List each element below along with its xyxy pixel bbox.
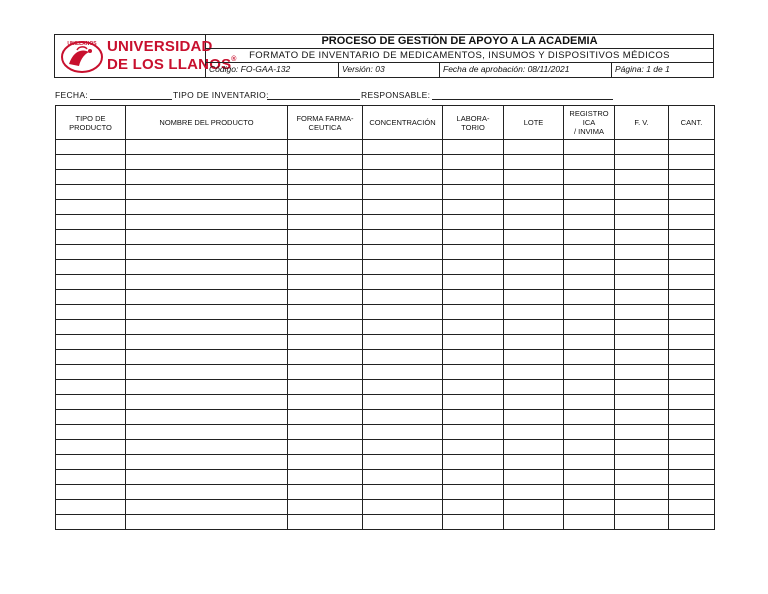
table-cell[interactable] [615, 140, 669, 155]
table-cell[interactable] [615, 365, 669, 380]
table-cell[interactable] [564, 485, 615, 500]
table-row [56, 470, 715, 485]
table-cell[interactable] [669, 485, 715, 500]
table-cell[interactable] [126, 140, 288, 155]
column-header: FORMA FARMA- CEUTICA [288, 106, 363, 140]
tipo-inventario-label: TIPO DE INVENTARIO: [173, 90, 269, 100]
table-cell[interactable] [126, 410, 288, 425]
form-title: PROCESO DE GESTIÓN DE APOYO A LA ACADEMIA [206, 35, 713, 49]
table-cell[interactable] [504, 425, 564, 440]
table-row [56, 485, 715, 500]
table-cell[interactable] [363, 185, 443, 200]
table-cell[interactable] [669, 305, 715, 320]
table-cell[interactable] [126, 305, 288, 320]
table-cell[interactable] [504, 155, 564, 170]
table-cell[interactable] [56, 320, 126, 335]
table-cell[interactable] [363, 470, 443, 485]
table-cell[interactable] [564, 230, 615, 245]
table-cell[interactable] [288, 515, 363, 530]
table-cell[interactable] [126, 455, 288, 470]
table-cell[interactable] [363, 215, 443, 230]
table-cell[interactable] [56, 290, 126, 305]
form-header [54, 34, 714, 78]
table-cell[interactable] [443, 320, 504, 335]
table-cell[interactable] [504, 440, 564, 455]
table-row [56, 380, 715, 395]
table-cell[interactable] [443, 200, 504, 215]
table-cell[interactable] [669, 335, 715, 350]
table-cell[interactable] [564, 410, 615, 425]
table-cell[interactable] [615, 515, 669, 530]
table-cell[interactable] [564, 470, 615, 485]
table-row [56, 335, 715, 350]
university-logo [55, 35, 237, 77]
form-metadata [206, 63, 713, 77]
table-cell[interactable] [564, 155, 615, 170]
table-cell[interactable] [443, 290, 504, 305]
table-cell[interactable] [615, 170, 669, 185]
table-cell[interactable] [288, 275, 363, 290]
table-cell[interactable] [363, 395, 443, 410]
table-cell[interactable] [669, 500, 715, 515]
table-cell[interactable] [288, 335, 363, 350]
table-cell[interactable] [564, 455, 615, 470]
table-cell[interactable] [363, 410, 443, 425]
table-cell[interactable] [363, 230, 443, 245]
table-cell[interactable] [363, 350, 443, 365]
table-cell[interactable] [56, 140, 126, 155]
table-row [56, 350, 715, 365]
column-header: LOTE [504, 106, 564, 140]
table-cell[interactable] [443, 440, 504, 455]
table-header-row [56, 106, 715, 140]
table-cell[interactable] [669, 275, 715, 290]
table-cell[interactable] [126, 500, 288, 515]
table-cell[interactable] [56, 425, 126, 440]
table-cell[interactable] [504, 470, 564, 485]
table-cell[interactable] [504, 500, 564, 515]
table-cell[interactable] [669, 380, 715, 395]
table-cell[interactable] [564, 365, 615, 380]
table-cell[interactable] [363, 275, 443, 290]
column-header: CANT. [669, 106, 715, 140]
table-cell[interactable] [126, 440, 288, 455]
column-header: NOMBRE DEL PRODUCTO [126, 106, 288, 140]
table-cell[interactable] [56, 380, 126, 395]
table-cell[interactable] [615, 215, 669, 230]
table-cell[interactable] [669, 395, 715, 410]
table-cell[interactable] [504, 320, 564, 335]
table-cell[interactable] [56, 155, 126, 170]
table-cell[interactable] [504, 515, 564, 530]
column-header: REGISTRO ICA / INVIMA [564, 106, 615, 140]
table-cell[interactable] [56, 200, 126, 215]
table-cell[interactable] [564, 260, 615, 275]
table-cell[interactable] [564, 170, 615, 185]
table-cell[interactable] [56, 185, 126, 200]
table-cell[interactable] [56, 260, 126, 275]
table-cell[interactable] [564, 425, 615, 440]
table-row [56, 215, 715, 230]
table-cell[interactable] [288, 470, 363, 485]
table-cell[interactable] [504, 185, 564, 200]
table-cell[interactable] [669, 155, 715, 170]
table-cell[interactable] [363, 440, 443, 455]
table-cell[interactable] [564, 245, 615, 260]
table-row [56, 260, 715, 275]
table-cell[interactable] [126, 380, 288, 395]
table-cell[interactable] [615, 245, 669, 260]
table-cell[interactable] [126, 515, 288, 530]
column-header: LABORA- TORIO [443, 106, 504, 140]
table-cell[interactable] [615, 275, 669, 290]
table-cell[interactable] [443, 500, 504, 515]
table-cell[interactable] [288, 440, 363, 455]
table-cell[interactable] [288, 455, 363, 470]
table-cell[interactable] [126, 395, 288, 410]
table-cell[interactable] [669, 350, 715, 365]
table-cell[interactable] [288, 140, 363, 155]
table-row [56, 365, 715, 380]
table-cell[interactable] [56, 275, 126, 290]
table-cell[interactable] [288, 185, 363, 200]
table-cell[interactable] [443, 380, 504, 395]
table-cell[interactable] [564, 350, 615, 365]
table-cell[interactable] [288, 410, 363, 425]
table-row [56, 320, 715, 335]
table-cell[interactable] [669, 410, 715, 425]
table-cell[interactable] [126, 425, 288, 440]
table-cell[interactable] [443, 365, 504, 380]
table-cell[interactable] [363, 365, 443, 380]
logo-line-1: UNIVERSIDAD [107, 38, 213, 55]
table-cell[interactable] [443, 455, 504, 470]
table-cell[interactable] [669, 185, 715, 200]
table-cell[interactable] [615, 335, 669, 350]
logo-line-2: DE LOS LLANOS® [107, 56, 237, 73]
table-cell[interactable] [288, 155, 363, 170]
table-cell[interactable] [443, 515, 504, 530]
table-cell[interactable] [504, 230, 564, 245]
table-cell[interactable] [443, 230, 504, 245]
table-cell[interactable] [669, 440, 715, 455]
table-cell[interactable] [126, 485, 288, 500]
table-cell[interactable] [443, 215, 504, 230]
table-cell[interactable] [615, 395, 669, 410]
table-cell[interactable] [126, 245, 288, 260]
table-cell[interactable] [126, 215, 288, 230]
table-cell[interactable] [288, 320, 363, 335]
table-cell[interactable] [669, 425, 715, 440]
table-cell[interactable] [126, 290, 288, 305]
table-cell[interactable] [504, 260, 564, 275]
table-cell[interactable] [615, 485, 669, 500]
table-cell[interactable] [615, 500, 669, 515]
table-cell[interactable] [615, 200, 669, 215]
table-cell[interactable] [363, 140, 443, 155]
table-cell[interactable] [443, 275, 504, 290]
table-cell[interactable] [443, 305, 504, 320]
table-cell[interactable] [363, 485, 443, 500]
table-cell[interactable] [56, 440, 126, 455]
table-cell[interactable] [363, 245, 443, 260]
table-cell[interactable] [126, 320, 288, 335]
table-cell[interactable] [443, 170, 504, 185]
table-cell[interactable] [288, 260, 363, 275]
table-cell[interactable] [56, 305, 126, 320]
table-row [56, 185, 715, 200]
table-cell[interactable] [615, 380, 669, 395]
responsable-field[interactable] [432, 90, 613, 100]
table-cell[interactable] [564, 515, 615, 530]
table-cell[interactable] [56, 470, 126, 485]
table-cell[interactable] [564, 140, 615, 155]
table-cell[interactable] [564, 335, 615, 350]
table-cell[interactable] [669, 230, 715, 245]
table-cell[interactable] [504, 410, 564, 425]
table-cell[interactable] [363, 515, 443, 530]
table-cell[interactable] [288, 170, 363, 185]
table-cell[interactable] [443, 410, 504, 425]
table-cell[interactable] [56, 410, 126, 425]
table-cell[interactable] [564, 380, 615, 395]
table-cell[interactable] [615, 350, 669, 365]
table-cell[interactable] [669, 245, 715, 260]
table-cell[interactable] [669, 515, 715, 530]
table-cell[interactable] [288, 395, 363, 410]
table-cell[interactable] [363, 455, 443, 470]
table-cell[interactable] [504, 365, 564, 380]
table-cell[interactable] [443, 260, 504, 275]
table-cell[interactable] [504, 335, 564, 350]
table-cell[interactable] [126, 185, 288, 200]
table-cell[interactable] [669, 200, 715, 215]
responsable-label: RESPONSABLE: [361, 90, 431, 100]
table-cell[interactable] [615, 185, 669, 200]
column-header: F. V. [615, 106, 669, 140]
table-cell[interactable] [443, 140, 504, 155]
table-cell[interactable] [288, 380, 363, 395]
table-cell[interactable] [504, 275, 564, 290]
column-header: TIPO DE PRODUCTO [56, 106, 126, 140]
table-cell[interactable] [669, 320, 715, 335]
table-cell[interactable] [126, 365, 288, 380]
table-cell[interactable] [669, 470, 715, 485]
table-cell[interactable] [126, 260, 288, 275]
table-cell[interactable] [363, 305, 443, 320]
table-cell[interactable] [504, 305, 564, 320]
table-cell[interactable] [564, 290, 615, 305]
table-cell[interactable] [363, 320, 443, 335]
table-cell[interactable] [669, 365, 715, 380]
form-code: Código: FO-GAA-132 [206, 63, 339, 77]
table-cell[interactable] [504, 170, 564, 185]
table-row [56, 140, 715, 155]
table-cell[interactable] [669, 215, 715, 230]
university-seal-icon [59, 38, 105, 74]
table-cell[interactable] [363, 200, 443, 215]
table-cell[interactable] [56, 245, 126, 260]
table-cell[interactable] [126, 275, 288, 290]
table-row [56, 515, 715, 530]
table-cell[interactable] [56, 350, 126, 365]
table-row [56, 410, 715, 425]
table-cell[interactable] [363, 500, 443, 515]
table-cell[interactable] [443, 470, 504, 485]
table-cell[interactable] [288, 200, 363, 215]
table-cell[interactable] [288, 425, 363, 440]
table-cell[interactable] [56, 335, 126, 350]
table-cell[interactable] [504, 455, 564, 470]
table-cell[interactable] [443, 350, 504, 365]
table-cell[interactable] [504, 485, 564, 500]
table-cell[interactable] [615, 410, 669, 425]
table-row [56, 245, 715, 260]
table-row [56, 500, 715, 515]
table-cell[interactable] [564, 200, 615, 215]
table-cell[interactable] [504, 200, 564, 215]
svg-text:UNILLANOS: UNILLANOS [67, 41, 97, 47]
table-cell[interactable] [126, 230, 288, 245]
registered-mark: ® [231, 56, 237, 63]
table-row [56, 290, 715, 305]
table-cell[interactable] [443, 425, 504, 440]
table-cell[interactable] [504, 140, 564, 155]
column-header: CONCENTRACIÓN [363, 106, 443, 140]
table-cell[interactable] [564, 305, 615, 320]
table-row [56, 395, 715, 410]
table-cell[interactable] [443, 185, 504, 200]
table-cell[interactable] [564, 440, 615, 455]
form-fields-line [55, 90, 715, 102]
table-cell[interactable] [126, 335, 288, 350]
table-cell[interactable] [443, 155, 504, 170]
table-cell[interactable] [56, 515, 126, 530]
table-cell[interactable] [615, 425, 669, 440]
table-cell[interactable] [669, 290, 715, 305]
table-cell[interactable] [56, 395, 126, 410]
table-cell[interactable] [564, 500, 615, 515]
table-cell[interactable] [288, 230, 363, 245]
table-cell[interactable] [56, 170, 126, 185]
table-cell[interactable] [615, 455, 669, 470]
table-cell[interactable] [288, 500, 363, 515]
table-cell[interactable] [126, 470, 288, 485]
table-cell[interactable] [615, 440, 669, 455]
table-cell[interactable] [615, 155, 669, 170]
table-cell[interactable] [564, 395, 615, 410]
table-cell[interactable] [126, 155, 288, 170]
table-cell[interactable] [363, 260, 443, 275]
table-cell[interactable] [56, 455, 126, 470]
table-cell[interactable] [669, 170, 715, 185]
table-cell[interactable] [126, 350, 288, 365]
table-cell[interactable] [126, 200, 288, 215]
table-cell[interactable] [504, 215, 564, 230]
inventory-table [55, 105, 715, 530]
table-cell[interactable] [669, 140, 715, 155]
table-cell[interactable] [669, 260, 715, 275]
table-row [56, 155, 715, 170]
tipo-inventario-field[interactable] [267, 90, 360, 100]
table-row [56, 425, 715, 440]
table-cell[interactable] [363, 425, 443, 440]
table-row [56, 440, 715, 455]
table-cell[interactable] [56, 365, 126, 380]
table-cell[interactable] [564, 320, 615, 335]
table-body [56, 140, 715, 530]
table-cell[interactable] [669, 455, 715, 470]
table-cell[interactable] [363, 155, 443, 170]
table-cell[interactable] [288, 215, 363, 230]
table-cell[interactable] [288, 485, 363, 500]
approval-date: Fecha de aprobación: 08/11/2021 [440, 63, 612, 77]
table-cell[interactable] [504, 350, 564, 365]
table-cell[interactable] [504, 245, 564, 260]
table-cell[interactable] [564, 185, 615, 200]
fecha-field[interactable] [90, 90, 172, 100]
table-cell[interactable] [564, 215, 615, 230]
fecha-label: FECHA: [55, 90, 88, 100]
table-cell[interactable] [443, 335, 504, 350]
table-cell[interactable] [288, 305, 363, 320]
table-cell[interactable] [288, 365, 363, 380]
table-cell[interactable] [615, 320, 669, 335]
table-row [56, 170, 715, 185]
table-row [56, 305, 715, 320]
table-cell[interactable] [615, 470, 669, 485]
form-version: Versión: 03 [339, 63, 440, 77]
table-cell[interactable] [504, 380, 564, 395]
table-cell[interactable] [288, 245, 363, 260]
table-cell[interactable] [56, 500, 126, 515]
table-cell[interactable] [363, 290, 443, 305]
table-cell[interactable] [443, 485, 504, 500]
table-cell[interactable] [288, 290, 363, 305]
table-cell[interactable] [56, 230, 126, 245]
table-cell[interactable] [504, 395, 564, 410]
table-row [56, 455, 715, 470]
table-cell[interactable] [564, 275, 615, 290]
form-subtitle: FORMATO DE INVENTARIO DE MEDICAMENTOS, INSUMOS Y DISPOSITIVOS MÉDICOS [206, 49, 713, 63]
table-cell[interactable] [504, 290, 564, 305]
table-cell[interactable] [615, 260, 669, 275]
table-row [56, 275, 715, 290]
table-cell[interactable] [56, 485, 126, 500]
table-cell[interactable] [288, 350, 363, 365]
table-cell[interactable] [615, 230, 669, 245]
table-cell[interactable] [363, 380, 443, 395]
table-row [56, 200, 715, 215]
table-cell[interactable] [615, 305, 669, 320]
table-cell[interactable] [443, 245, 504, 260]
table-cell[interactable] [363, 170, 443, 185]
table-cell[interactable] [443, 395, 504, 410]
table-row [56, 230, 715, 245]
table-cell[interactable] [363, 335, 443, 350]
page-number: Página: 1 de 1 [615, 64, 670, 74]
table-cell[interactable] [56, 215, 126, 230]
table-cell[interactable] [615, 290, 669, 305]
table-cell[interactable] [126, 170, 288, 185]
